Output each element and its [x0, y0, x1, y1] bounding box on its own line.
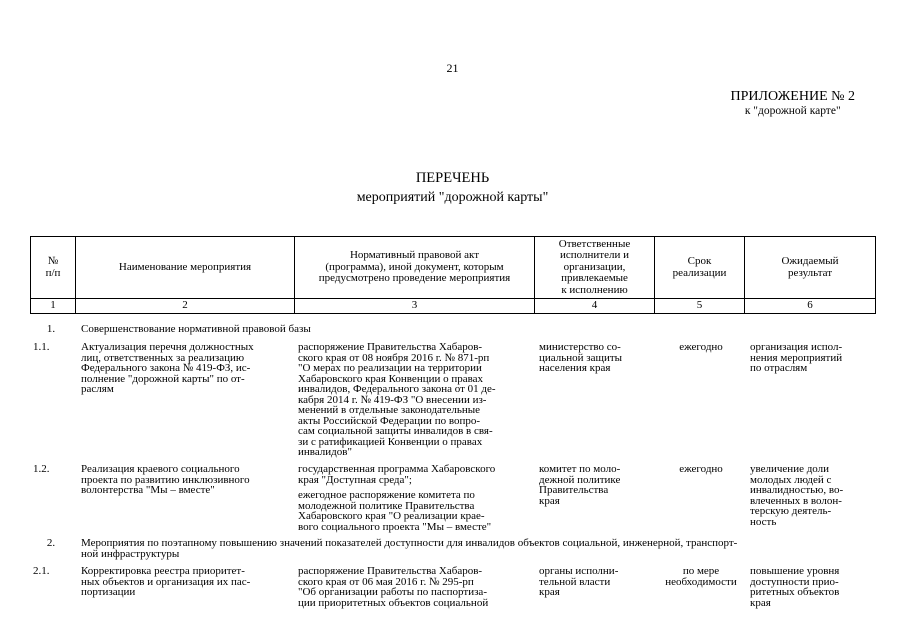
text-line: ского края от 08 ноября 2016 г. № 871-рп [298, 351, 490, 364]
text-line: проекта по развитию инклюзивного [81, 473, 250, 486]
text-line: ежегодно [679, 463, 723, 475]
text-line: министерство со- [539, 341, 621, 353]
text-line: увеличение доли [750, 463, 830, 475]
text-line: Мероприятия по поэтапному повышению значений показателей доступности для инвалидов объектов социальной, инженерной, транспорт- [81, 537, 738, 549]
expected-result [750, 464, 843, 527]
legal-act [298, 464, 495, 485]
column-number-row [31, 299, 876, 314]
text-line: распоряжение Правительства Хабаров- [298, 565, 483, 577]
text-line: края [750, 596, 771, 609]
section-number: 1. [46, 323, 56, 335]
text-line: вого социального проекта "Мы – вместе" [298, 520, 492, 533]
legal-act [298, 342, 496, 458]
text-line: Корректировка реестра приоритет- [81, 565, 245, 577]
text-line: организация испол- [750, 341, 843, 353]
text-line: ежегодно [679, 341, 723, 353]
text-line: ность [750, 515, 777, 528]
text-line: (программа), иной документ, которым [325, 260, 504, 273]
heading-title: ПЕРЕЧЕНЬ [415, 170, 490, 186]
text-line: распоряжение Правительства Хабаров- [298, 341, 483, 353]
heading-subtitle: мероприятий "дорожной карты" [356, 190, 549, 205]
page-number: 21 [446, 61, 459, 75]
text-line: менений в отдельные законодательные [298, 404, 481, 416]
header-cell-name [76, 237, 295, 299]
text-line: государственная программа Хабаровского [298, 463, 496, 475]
header-cell-result [745, 237, 876, 299]
section-number: 2. [46, 537, 56, 549]
responsible [539, 342, 622, 374]
document-heading [0, 168, 905, 208]
text-line: ежегодное распоряжение комитета по [298, 489, 475, 501]
text-line: организации, [563, 260, 626, 273]
text-line: инвалидов" [298, 446, 352, 458]
text-line: зи с ратификацией Конвенции о правах [298, 435, 483, 448]
text-line: "О мерах по реализации на территории [298, 362, 482, 374]
text-line: "Об организации работы по паспортиза- [298, 586, 487, 598]
section-title [81, 538, 737, 559]
text-line: населения края [539, 362, 611, 374]
column-number: 1 [31, 299, 76, 314]
text-line: раслям [81, 383, 114, 395]
term [660, 464, 742, 475]
text-line: края "Доступная среда"; [298, 473, 412, 486]
event-name [81, 342, 254, 395]
appendix-header [731, 89, 856, 118]
column-number: 2 [76, 299, 295, 314]
text-line: Ответственные [558, 237, 631, 250]
text-line: доступности прио- [750, 575, 839, 588]
text-line: Реализация краевого социального [81, 463, 240, 475]
text-line: молодежной политике Правительства [298, 499, 475, 512]
text-line: сам социальной защиты инвалидов в свя- [298, 425, 493, 437]
text-line: инвалидов, Федерального закона от 01 де- [298, 383, 496, 395]
text-line: Хабаровского края "О реализации крае- [298, 510, 485, 522]
appendix-subtitle: к "дорожной карте" [744, 105, 841, 117]
text-line: лиц, ответственных за реализацию [81, 351, 245, 364]
text-line: ритетных объектов [750, 586, 840, 598]
text-line: ной инфраструктуры [81, 547, 180, 560]
header-cell-term [655, 237, 745, 299]
header-cell-act [295, 237, 535, 299]
text-line: Федерального закона № 419-ФЗ, ис- [81, 362, 251, 374]
text-line: кабря 2014 г. № 419-ФЗ "О внесении из- [298, 393, 487, 406]
text-line: терскую деятель- [750, 505, 832, 517]
text-line: Правительства [539, 484, 609, 496]
column-number: 5 [655, 299, 745, 314]
text-line: нения мероприятий [750, 351, 843, 364]
event-name [81, 566, 250, 598]
text-line: комитет по моло- [539, 463, 621, 475]
text-line: необходимости [665, 575, 737, 588]
column-number: 4 [535, 299, 655, 314]
legal-act [298, 566, 488, 608]
text-line: Актуализация перечня должностных [81, 341, 254, 353]
header-cell-number [31, 237, 76, 299]
text-line: повышение уровня [750, 565, 840, 577]
text-line: № [47, 255, 59, 267]
text-line: молодых людей с [750, 473, 832, 486]
text-line: ского края от 06 мая 2016 г. № 295-рп [298, 575, 474, 588]
text-line: волонтерства "Мы – вместе" [81, 484, 215, 496]
text-line: акты Российской Федерации по вопро- [298, 414, 480, 427]
text-line: края [539, 586, 560, 598]
text-line: п/п [45, 266, 61, 279]
expected-result [750, 342, 842, 374]
row-number: 1.2. [33, 463, 50, 475]
text-line: предусмотрено проведение мероприятия [318, 272, 511, 285]
text-line: Хабаровского края Конвенции о правах [298, 372, 484, 385]
text-line: Наименование мероприятия [118, 260, 252, 273]
events-table-header [30, 236, 876, 314]
text-line: портизации [81, 586, 136, 598]
text-line: дежной политике [539, 473, 621, 486]
text-line: ции приоритетных объектов социальной [298, 596, 489, 609]
header-row [31, 237, 876, 299]
text-line: тельной власти [539, 575, 611, 588]
text-line: Ожидаемый [781, 255, 839, 267]
text-line: полнение "дорожной карты" по от- [81, 372, 245, 385]
text-line: края [539, 494, 560, 507]
header-cell-responsible [535, 237, 655, 299]
term [660, 566, 742, 587]
text-line: исполнители и [560, 249, 629, 262]
text-line: влеченных в волон- [750, 494, 842, 507]
legal-act-secondary [298, 490, 491, 532]
appendix-title: ПРИЛОЖЕНИЕ № 2 [730, 89, 855, 104]
section-title: Совершенствование нормативной правовой базы [81, 323, 311, 335]
text-line: результат [787, 266, 833, 279]
text-line: к исполнению [561, 283, 628, 296]
column-number: 6 [745, 299, 876, 314]
responsible [539, 566, 618, 598]
event-name [81, 464, 250, 496]
text-line: органы исполни- [539, 565, 619, 577]
row-number: 1.1. [33, 341, 50, 353]
text-line: ных объектов и организация их пас- [81, 575, 251, 588]
row-number: 2.1. [33, 565, 50, 577]
text-line: привлекаемые [561, 272, 628, 285]
text-line: по отраслям [750, 362, 808, 374]
text-line: циальной защиты [539, 351, 623, 364]
term [660, 342, 742, 353]
column-number: 3 [295, 299, 535, 314]
text-line: реализации [672, 266, 727, 279]
text-line: инвалидностью, во- [750, 484, 844, 496]
text-line: Нормативный правовой акт [349, 249, 480, 262]
text-line: по мере [682, 565, 720, 577]
expected-result [750, 566, 839, 608]
responsible [539, 464, 620, 506]
text-line: Срок [687, 255, 712, 267]
